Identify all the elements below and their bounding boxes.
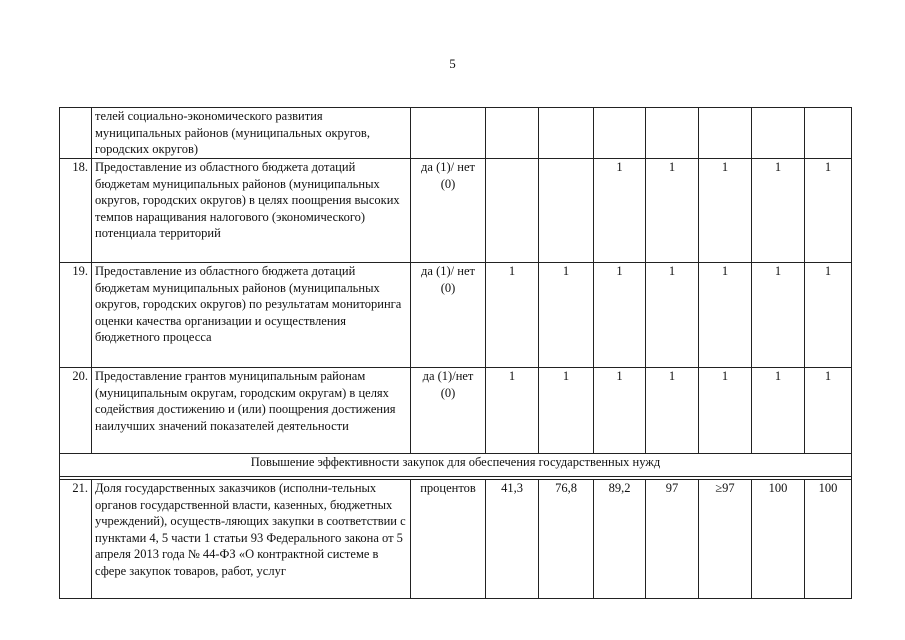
table-row-21 xyxy=(60,480,852,599)
value-cell xyxy=(539,159,594,263)
value-cell: 1 xyxy=(646,159,699,263)
value-cell: 1 xyxy=(486,263,539,368)
value-cell: 1 xyxy=(699,159,752,263)
value-cell: 1 xyxy=(539,263,594,368)
table-row-19 xyxy=(60,263,852,368)
value-cell: 1 xyxy=(594,368,646,454)
value-cell: 1 xyxy=(594,263,646,368)
value-cell xyxy=(699,108,752,159)
indicator-name: Предоставление из областного бюджета дотаций бюджетам муниципальных районов (муниципальных округов, городских округов) по результатам мониторинга оценки качества организации и осуществления бюджетного процесса xyxy=(92,263,411,368)
row-number xyxy=(60,108,92,159)
table-row-continuation xyxy=(60,108,852,159)
unit-cell: да (1)/ нет (0) xyxy=(411,263,486,368)
value-cell: 100 xyxy=(752,480,805,599)
row-number: 18. xyxy=(60,159,92,263)
page-number: 5 xyxy=(449,56,456,71)
value-cell: 1 xyxy=(539,368,594,454)
value-cell: 89,2 xyxy=(594,480,646,599)
value-cell: 41,3 xyxy=(486,480,539,599)
value-cell: 1 xyxy=(646,368,699,454)
unit-cell xyxy=(411,108,486,159)
value-cell xyxy=(805,108,852,159)
unit-cell: процентов xyxy=(411,480,486,599)
value-cell: 1 xyxy=(486,368,539,454)
value-cell xyxy=(486,108,539,159)
row-number: 20. xyxy=(60,368,92,454)
table-row-20 xyxy=(60,368,852,454)
indicator-name: Предоставление грантов муниципальным районам (муниципальным округам, городским округам) в целях содействия достижению и (или) поощрения достижения наилучших значений показателей деятельности xyxy=(92,368,411,454)
table-row-18 xyxy=(60,159,852,263)
indicator-name: Предоставление из областного бюджета дотаций бюджетам муниципальных районов (муниципальных округов, городских округов) в целях поощрения высоких темпов наращивания налогового (экономического) потенциала территорий xyxy=(92,159,411,263)
unit-cell: да (1)/нет (0) xyxy=(411,368,486,454)
value-cell xyxy=(752,108,805,159)
value-cell: 1 xyxy=(805,368,852,454)
value-cell: 1 xyxy=(594,159,646,263)
value-cell: 1 xyxy=(805,159,852,263)
unit-cell: да (1)/ нет (0) xyxy=(411,159,486,263)
value-cell: 76,8 xyxy=(539,480,594,599)
section-header: Повышение эффективности закупок для обеспечения государственных нужд xyxy=(60,454,852,477)
section-header-row xyxy=(60,454,852,477)
value-cell xyxy=(594,108,646,159)
value-cell: 1 xyxy=(752,159,805,263)
indicator-name: телей социально-экономического развития муниципальных районов (муниципальных округов, городских округов) xyxy=(92,108,411,159)
value-cell: 1 xyxy=(752,263,805,368)
value-cell: 1 xyxy=(805,263,852,368)
value-cell: 97 xyxy=(646,480,699,599)
value-cell: 1 xyxy=(646,263,699,368)
value-cell: 1 xyxy=(699,368,752,454)
indicators-table xyxy=(59,107,852,599)
value-cell: 1 xyxy=(699,263,752,368)
row-number: 19. xyxy=(60,263,92,368)
value-cell: 1 xyxy=(752,368,805,454)
value-cell: ≥97 xyxy=(699,480,752,599)
value-cell xyxy=(646,108,699,159)
value-cell xyxy=(539,108,594,159)
value-cell xyxy=(486,159,539,263)
indicator-name: Доля государственных заказчиков (исполни-тельных органов государственной власти, казенных, бюджетных учреждений), осуществ-ляющих закупки в соответствии с пунктами 4, 5 части 1 статьи 93 Федерального закона от 5 апреля 2013 года № 44-ФЗ «О контрактной системе в сфере закупок товаров, работ, услуг xyxy=(92,480,411,599)
row-number: 21. xyxy=(60,480,92,599)
value-cell: 100 xyxy=(805,480,852,599)
